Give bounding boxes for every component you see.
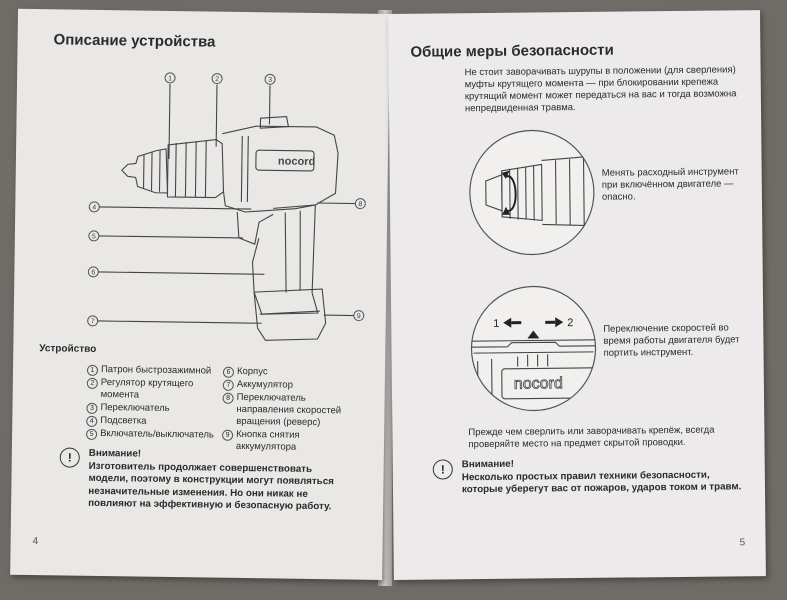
page-number: 4 [32, 536, 39, 548]
legend-item: 5 Включатель/выключатель [86, 428, 222, 442]
warning-text: Несколько простых правил техники безопасности, которые уберегут вас от пожаров, ударов током и травм. [461, 469, 742, 496]
legend-item: 1 Патрон быстрозажимной [87, 364, 223, 378]
intro-text: Не стоит заворачивать шурупы в положении (для сверления) муфты крутящего момента — при блокировании крепежа крутящий момент может передаться на вас и тогда возможна непредвиденная травма. [464, 64, 737, 115]
page-title: Общие меры безопасности [410, 41, 614, 61]
legend-item: 7 Аккумулятор [223, 379, 363, 393]
legend-item: 3 Переключатель [86, 402, 222, 416]
switch-position-1: 1 [493, 317, 500, 330]
wiring-check-text: Прежде чем сверлить или заворачивать крепёж, всегда проверяйте место на предмет скрытой проводки. [468, 424, 715, 451]
caption-speed-switch: Переключение скоростей во время работы двигателя будет портить инструмент. [603, 322, 740, 359]
caption-chuck: Менять расходный инструмент при включённом двигателе — опасно. [601, 166, 739, 203]
page-number: 5 [739, 537, 746, 549]
callout-6: 6 [91, 269, 96, 277]
right-page [388, 10, 766, 580]
drill-brand-text: nocord [277, 155, 316, 168]
legend-item: 6 Корпус [223, 366, 363, 380]
legend-column-2 [222, 366, 363, 456]
section-subtitle: Устройство [39, 343, 97, 355]
legend-item: 8 Переключатель направления скоростей вращения (реверс) [222, 392, 362, 430]
legend-item: 2 Регулятор крутящего момента [87, 377, 223, 403]
warning-box [59, 447, 350, 514]
callout-7: 7 [90, 318, 95, 326]
drill-illustration [13, 49, 389, 354]
callout-5: 5 [91, 233, 96, 241]
warning-box [433, 456, 753, 497]
legend-item: 4 Подсветка [86, 415, 222, 429]
warning-label: Внимание! [461, 458, 515, 471]
legend-item: 9 Кнопка снятия аккумулятора [222, 429, 362, 455]
exclamation-icon: ! [433, 459, 453, 479]
drill-brand-text: nocord [513, 375, 563, 393]
warning-label: Внимание! [88, 447, 142, 460]
callout-8: 8 [358, 201, 363, 209]
callout-1: 1 [168, 75, 173, 83]
page-title: Описание устройства [53, 31, 216, 51]
callout-2: 2 [215, 76, 220, 84]
callout-3: 3 [268, 76, 273, 84]
switch-position-2: 2 [567, 317, 574, 330]
speed-switch-illustration [467, 282, 600, 415]
exclamation-icon: ! [60, 447, 80, 467]
callout-9: 9 [356, 313, 361, 321]
callout-4: 4 [92, 204, 97, 212]
chuck-rotation-illustration [465, 126, 598, 259]
left-page [10, 9, 390, 580]
legend-column-1 [86, 364, 223, 443]
warning-text: Изготовитель продолжает совершенствовать модели, поэтому в конструкции могут появляться незначительные изменения. Но они никак не повлияют на эффективную и безопасную работу. [88, 460, 334, 513]
